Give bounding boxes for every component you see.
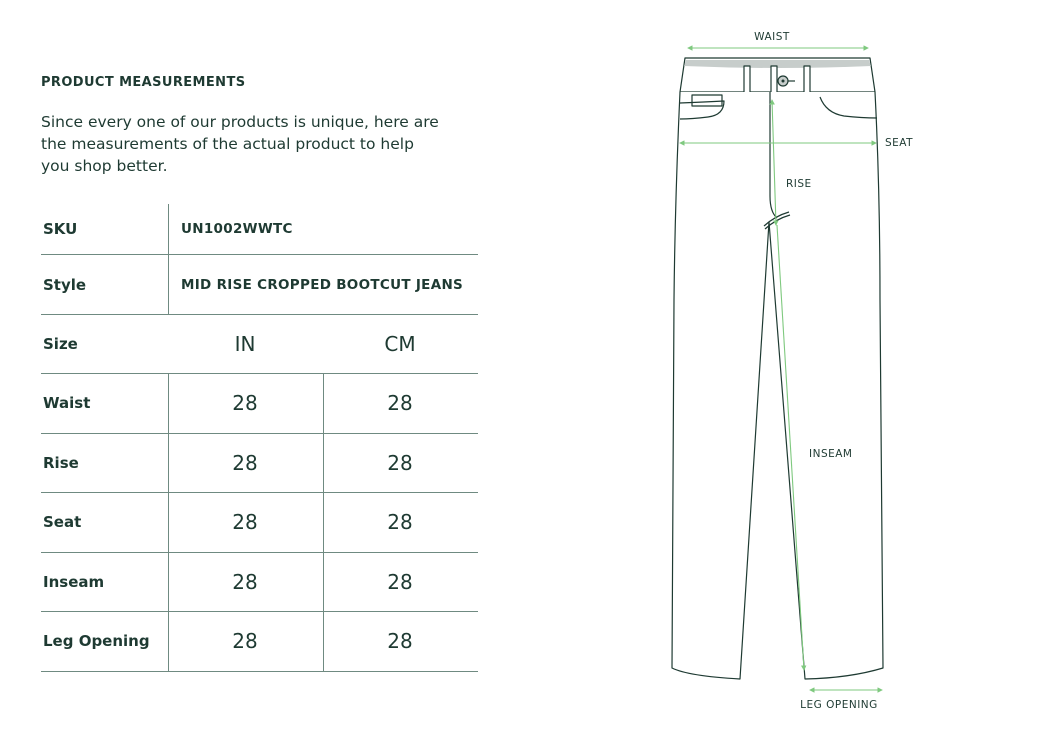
- rise-label: RISE: [786, 178, 812, 190]
- sku-row: [41, 204, 478, 255]
- style-label: Style: [43, 275, 87, 294]
- page-title: PRODUCT MEASUREMENTS: [41, 75, 246, 90]
- inseam-label: INSEAM: [809, 448, 853, 460]
- table-row: [41, 434, 478, 494]
- size-label: Size: [43, 335, 78, 353]
- row-in-value: 28: [232, 510, 258, 535]
- row-in-value: 28: [232, 450, 258, 475]
- row-label: Inseam: [43, 572, 105, 591]
- style-row: [41, 255, 478, 315]
- sku-label: SKU: [43, 220, 78, 238]
- row-label: Leg Opening: [43, 632, 150, 651]
- measurements-table: [41, 204, 478, 672]
- row-cm-value: 28: [387, 450, 413, 475]
- leg-opening-label: LEG OPENING: [800, 699, 878, 711]
- table-row: [41, 612, 478, 672]
- sku-value: UN1002WWTC: [181, 221, 293, 237]
- seat-label: SEAT: [885, 137, 914, 149]
- row-cm-value: 28: [387, 391, 413, 416]
- row-label: Waist: [43, 394, 91, 413]
- row-in-value: 28: [232, 569, 258, 594]
- table-row: [41, 374, 478, 434]
- unit-cm-header: CM: [384, 332, 416, 356]
- intro-text: Since every one of our products is unique, here are the measurements of the actual product to help you shop better.: [41, 113, 439, 175]
- row-cm-value: 28: [387, 569, 413, 594]
- row-cm-value: 28: [387, 629, 413, 654]
- row-in-value: 28: [232, 391, 258, 416]
- waist-label: WAIST: [754, 31, 790, 43]
- row-cm-value: 28: [387, 510, 413, 535]
- jeans-outline: [672, 92, 883, 679]
- belt-loop-center: [771, 66, 777, 96]
- row-in-value: 28: [232, 629, 258, 654]
- row-label: Rise: [43, 453, 79, 472]
- jeans-diagram: [660, 20, 914, 720]
- style-value: MID RISE CROPPED BOOTCUT JEANS: [181, 276, 464, 293]
- table-row: [41, 493, 478, 553]
- unit-in-header: IN: [234, 332, 256, 356]
- table-row: [41, 553, 478, 613]
- size-row: [41, 315, 478, 374]
- row-label: Seat: [43, 513, 82, 532]
